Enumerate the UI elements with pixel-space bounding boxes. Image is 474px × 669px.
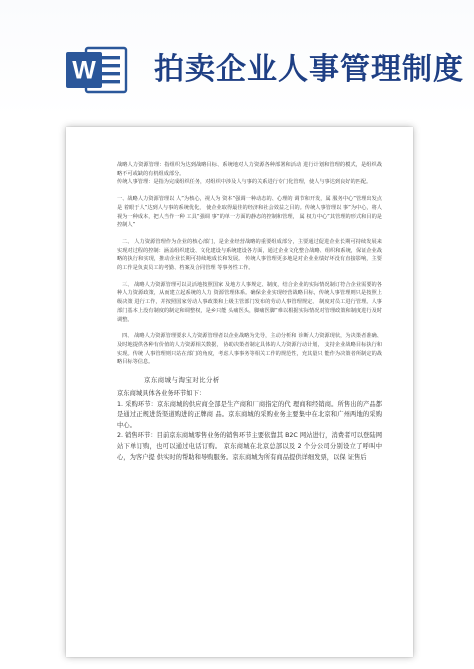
document-body	[117, 161, 382, 463]
doc-paragraph: 京东商城具体各业务环节如下：	[117, 390, 206, 398]
word-logo-letter: W	[72, 56, 96, 85]
doc-paragraph: 四、 战略人力资源管理要求人力资源管理者以企业战略为先导，主动分析和 诊断人力资源现状，为决策者准确、及时地提供各种有价值的人力资源相关数据， 协助决策者制定具体的人力资源行动计划， 支持企业战略目标执行和实现。传统 人事管理则只站在部门的角度，考虑人事事务等相关工作的规范性，充其量只 能作为决策者所制定的战略目标等信息。	[117, 333, 382, 366]
header-banner	[0, 0, 474, 118]
doc-paragraph: 一、战略人力资源管理以 人”为核心，视人为 资本”强调一种动态的、心理的 调节和开发，属 服务中心”管理出发点是 着眼于人”达到人与事的系统优化， 使企业取得最佳的经济和社会效益之目的。传统人事管理以 事”为中心，将人视为一种成本，把人当作一种 工具”强调 事”的单一方面的静态的控制和管理， 属 权力中心”其管理的形式和目的是 控制人”	[117, 196, 382, 229]
doc-paragraph: 2. 销售环节：目前京东商城零售业务的销售环节主要依靠其 B2C 网站进行，消费者可以登陆网站下单订购，也可以通过电话订购。 京东商城在北京总部以及 2 个分公司分别设立了呼叫中心，为客户提 供实时的帮助和导购服务。京东商城为所有商品提供详细发票，以保 证售后	[117, 432, 382, 461]
page-title: 拍卖企业人事管理制度	[154, 52, 464, 87]
doc-paragraph: 二、 人力资源管理作为企业的核心部门，是企业经营战略的重要组成部分，主要通过促进企业长期可持续发展来实现对过程的控制：涵盖组织建设、文化建设与系统建设各方面，通过企业文化整合战略、组织和系统，保证企业战略的执行和实现，推动企业长期可持续地成长和发展。 传统人事管理更多地是对企业业绩好坏没有直接影响，主要的工作是负责员工的考勤、档案及合同管理 等事务性工作。	[117, 238, 382, 272]
doc-paragraph: 传统人事管理：是指为完成组织任务，对组织中涉及人与事的关系进行专门化管理，使人与事达到良好的匹配。	[117, 179, 372, 186]
document-page	[66, 127, 413, 657]
doc-paragraph: 1. 采购环节：京东商城的供应商全部是生产商和厂商指定的代 理商和经销商。所售出的产品都是通过正规进货渠道购进的正牌商 品。京东商城的采购业务主要集中在北京和广州两地的采购中心。	[117, 400, 382, 429]
section-heading: 京东商城与淘宝对比分析	[144, 376, 220, 385]
doc-paragraph: 战略人力资源管理：指组织为达到战略目标、系统地对人力资源各种部署和活动 进行计划和管理的模式，是组织战略不可或缺的有机组成部分。	[117, 162, 382, 177]
doc-paragraph: 三、 战略人力资源管理可以灵活地按照国家 及地方人事规定、制度，结合企业的实际情况制订符合企业需要的各种人力资源政策，从而建立起系统的人力 资源管理体系。确保企业实现经营战略目标，传统人事管理则只是按照上级决策 进行工作，并按照国家劳动人事政策和上级主管部门发布的劳动人事管理规定、 制度对员工进行管理。人事部门基本上没有制度的制定和调整权，是乡只能 头痛医头，脚痛医脚”难以根据实际情况对管理政策和制度进行及时调整。	[117, 281, 382, 323]
word-document-icon	[64, 41, 130, 99]
